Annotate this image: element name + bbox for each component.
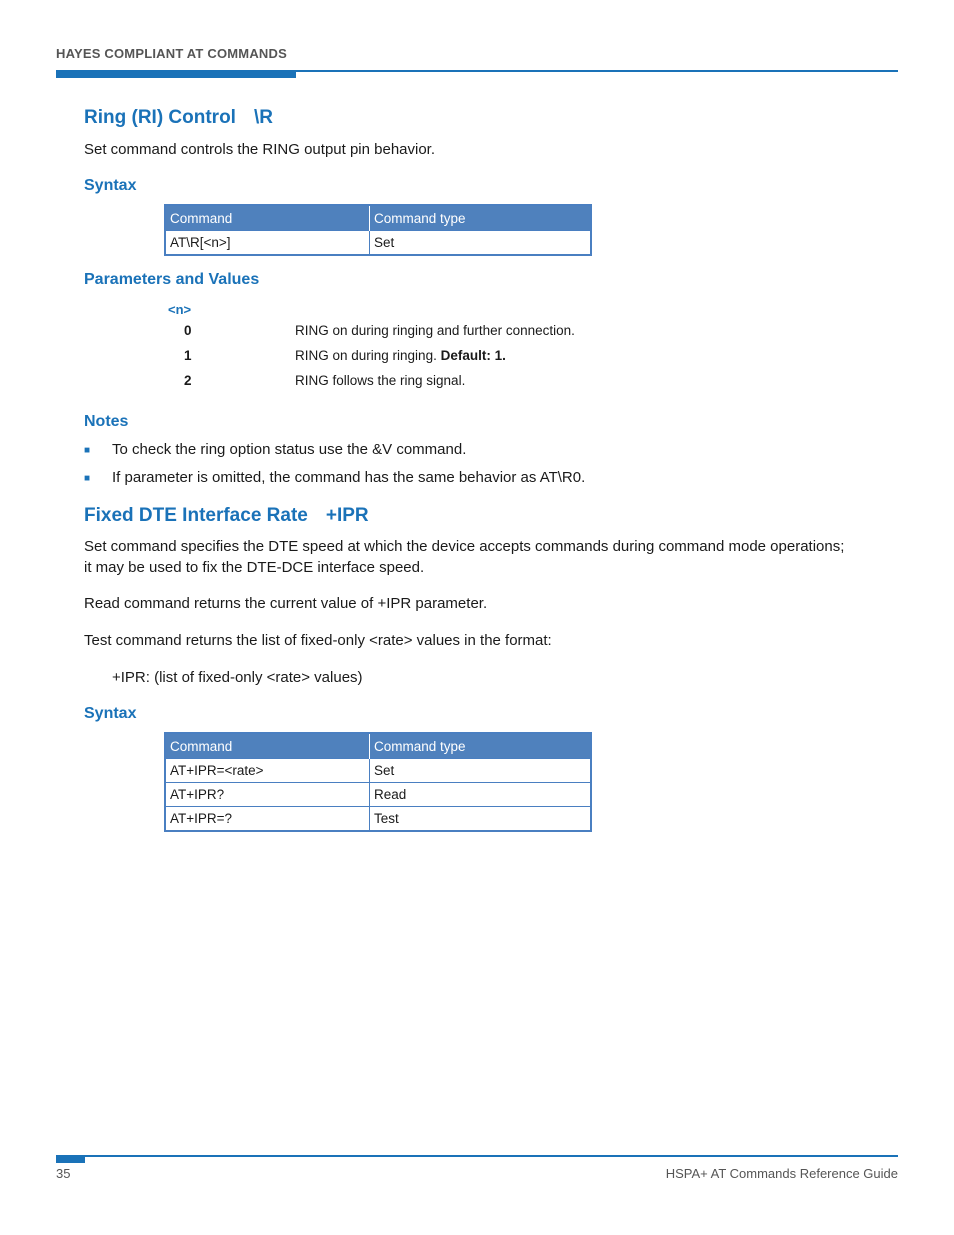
square-bullet-icon: ■ xyxy=(84,473,91,484)
footer-rule xyxy=(56,1155,898,1157)
section-description: Set command controls the RING output pin behavior. xyxy=(84,141,436,158)
syntax-heading: Syntax xyxy=(84,705,137,722)
table-header-command: Command xyxy=(165,733,370,759)
table-cell: AT+IPR=<rate> xyxy=(165,759,370,783)
paragraph-line: Set command specifies the DTE speed at which the device accepts commands during command mode operations; xyxy=(84,538,845,555)
table-row xyxy=(165,759,591,783)
parameter-row xyxy=(0,373,954,393)
section-title-ring-control xyxy=(84,107,273,129)
parameter-row xyxy=(0,323,954,343)
section-title-fixed-dte-rate xyxy=(84,505,369,527)
page-number: 35 xyxy=(56,1166,71,1181)
footer-accent-block xyxy=(56,1155,85,1163)
table-cell: AT+IPR=? xyxy=(165,807,370,832)
paragraph: Read command returns the current value of +IPR parameter. xyxy=(84,595,488,612)
table-header-command-type: Command type xyxy=(370,205,592,231)
section-title-text: Ring (RI) Control xyxy=(84,107,236,128)
table-header-command-type: Command type xyxy=(370,733,592,759)
parameter-value: 2 xyxy=(184,373,192,388)
parameter-description: RING on during ringing and further connection. xyxy=(295,323,575,338)
section-command: +IPR xyxy=(325,505,369,526)
table-cell: Test xyxy=(370,807,592,832)
table-cell: Set xyxy=(370,759,592,783)
table-header-row xyxy=(165,205,591,231)
parameter-description: RING on during ringing. Default: 1. xyxy=(295,348,506,363)
header-accent-block xyxy=(56,70,296,78)
format-line: +IPR: (list of fixed-only <rate> values) xyxy=(112,669,363,686)
syntax-table xyxy=(164,732,592,832)
table-cell: Read xyxy=(370,783,592,807)
table-cell: Set xyxy=(370,231,592,256)
paragraph: Test command returns the list of fixed-only <rate> values in the format: xyxy=(84,632,552,649)
parameters-heading: Parameters and Values xyxy=(84,271,260,288)
note-item: To check the ring option status use the &V command. xyxy=(112,441,467,458)
notes-heading: Notes xyxy=(84,413,129,430)
paragraph-line: it may be used to fix the DTE-DCE interface speed. xyxy=(84,559,425,576)
table-row xyxy=(165,231,591,256)
table-header-command: Command xyxy=(165,205,370,231)
square-bullet-icon: ■ xyxy=(84,445,91,456)
syntax-heading: Syntax xyxy=(84,177,137,194)
section-command: \R xyxy=(253,107,273,128)
table-header-row xyxy=(165,733,591,759)
parameter-value: 0 xyxy=(184,323,192,338)
running-header: HAYES COMPLIANT AT COMMANDS xyxy=(56,46,287,61)
table-cell: AT+IPR? xyxy=(165,783,370,807)
parameter-name: <n> xyxy=(168,302,192,317)
table-row xyxy=(165,783,591,807)
parameter-value: 1 xyxy=(184,348,192,363)
note-item: If parameter is omitted, the command has the same behavior as AT\R0. xyxy=(112,469,586,486)
section-title-text: Fixed DTE Interface Rate xyxy=(84,505,308,526)
table-cell: AT\R[<n>] xyxy=(165,231,370,256)
footer-document-title: HSPA+ AT Commands Reference Guide xyxy=(665,1166,898,1181)
syntax-table xyxy=(164,204,592,256)
table-row xyxy=(165,807,591,832)
parameter-description: RING follows the ring signal. xyxy=(295,373,466,388)
parameter-row xyxy=(0,348,954,368)
